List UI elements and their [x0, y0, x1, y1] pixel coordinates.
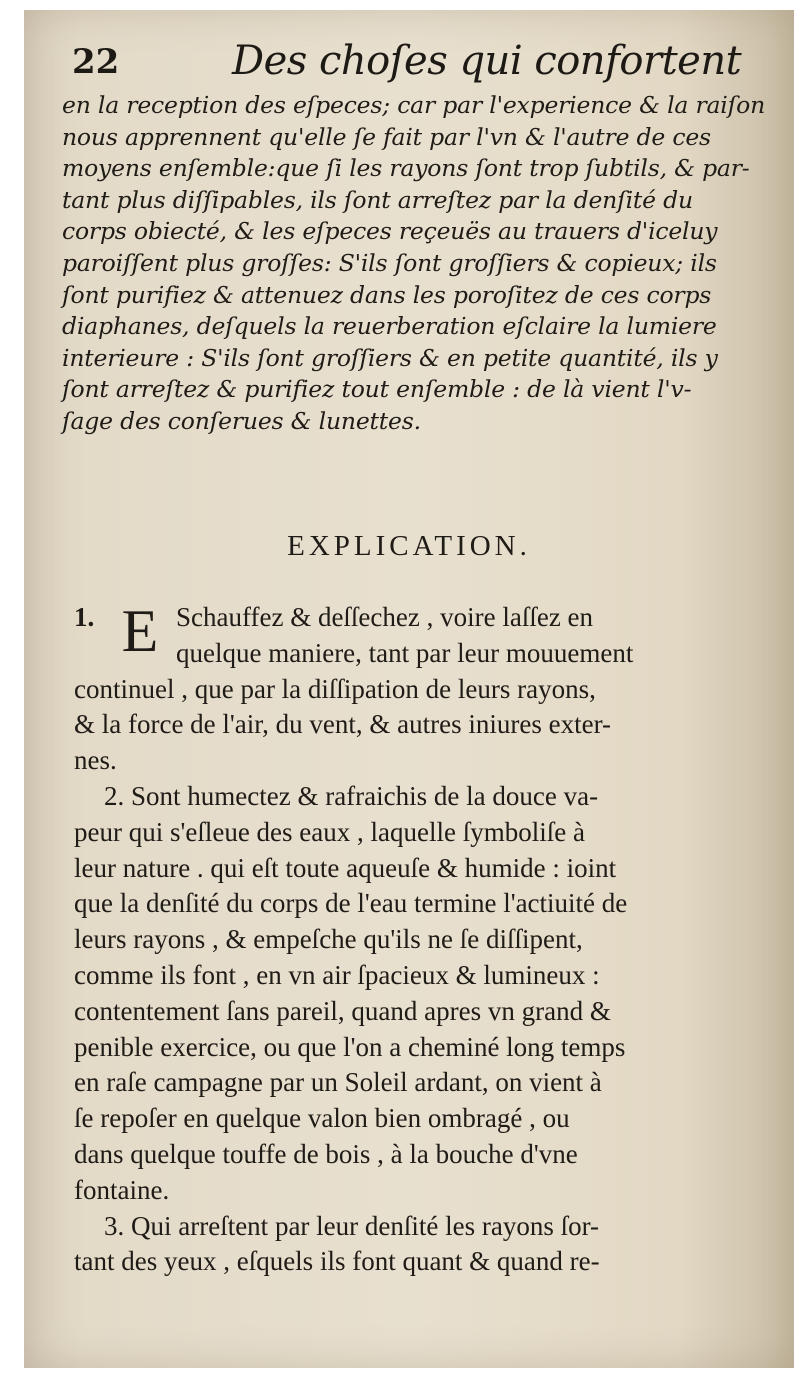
text-line: interieure : S'ils ſont groſſiers & en petite quantité, ils y — [62, 343, 718, 372]
text-line: ſage des conſerues & lunettes. — [62, 406, 421, 435]
text-line: peur qui s'eſleue des eaux , laquelle ſymboliſe à — [74, 816, 585, 847]
text-line: continuel , que par la diſſipation de leurs rayons, — [74, 673, 596, 704]
running-title: Des choſes qui confortent — [232, 38, 742, 84]
text-line: ſont arreſtez & purifiez tout enſemble : de là vient l'v- — [62, 375, 692, 404]
text-line: 2. Sont humectez & rafraichis de la douce va- — [104, 780, 599, 811]
text-line: & la force de l'air, du vent, & autres iniures exter- — [74, 709, 612, 740]
explication-body — [74, 600, 774, 1280]
text-line: leur nature . qui eſt toute aqueuſe & humide : ioint — [74, 852, 617, 883]
text-line: tant des yeux , eſquels ils font quant & quand re- — [74, 1246, 600, 1277]
item-number: 1. — [74, 602, 95, 632]
text-line: 3. Qui arreſtent par leur denſité les rayons ſor- — [104, 1210, 600, 1241]
text-line: paroiſſent plus groſſes: S'ils ſont groſſiers & copieux; ils — [62, 248, 717, 277]
text-line: ſont purifiez & attenuez dans les poroſitez de ces corps — [62, 280, 712, 309]
text-line: corps obiecté, & les eſpeces reçeuës au trauers d'iceluy — [62, 217, 718, 246]
book-page — [24, 10, 794, 1368]
text-line: en la reception des eſpeces; car par l'experience & la raiſon — [62, 91, 766, 119]
text-line: moyens enſemble:que ſi les rayons ſont trop ſubtils, & par- — [62, 154, 750, 183]
drop-cap: E — [121, 598, 159, 664]
italic-paragraph — [62, 90, 792, 438]
text-line: leurs rayons , & empeſche qu'ils ne ſe diſſipent, — [74, 924, 583, 955]
text-line: penible exercice, ou que l'on a cheminé long temps — [74, 1031, 626, 1062]
text-line: que la denſité du corps de l'eau termine l'actiuité de — [74, 888, 628, 919]
text-line: nous apprennent qu'elle ſe fait par l'vn & l'autre de ces — [62, 122, 711, 151]
text-line: Schauffez & deſſechez , voire laſſez en — [176, 602, 594, 632]
text-line: tant plus diſſipables, ils ſont arreſtez par la denſité du — [62, 185, 693, 214]
page-header — [72, 32, 752, 92]
text-line: fontaine. — [74, 1174, 170, 1205]
text-line: quelque maniere, tant par leur mouuement — [176, 637, 634, 668]
text-line: dans quelque touffe de bois , à la bouche d'vne — [74, 1138, 578, 1169]
text-line: en raſe campagne par un Soleil ardant, on vient à — [74, 1067, 602, 1098]
section-heading: EXPLICATION. — [287, 530, 531, 562]
text-line: contentement ſans pareil, quand apres vn grand & — [74, 995, 611, 1026]
text-line: comme ils font , en vn air ſpacieux & lumineux : — [74, 959, 600, 990]
page-number: 22 — [72, 42, 120, 82]
text-line: ſe repoſer en quelque valon bien ombragé , ou — [74, 1103, 570, 1134]
text-line: diaphanes, deſquels la reuerberation eſclaire la lumiere — [62, 312, 717, 341]
text-line: nes. — [74, 745, 117, 776]
